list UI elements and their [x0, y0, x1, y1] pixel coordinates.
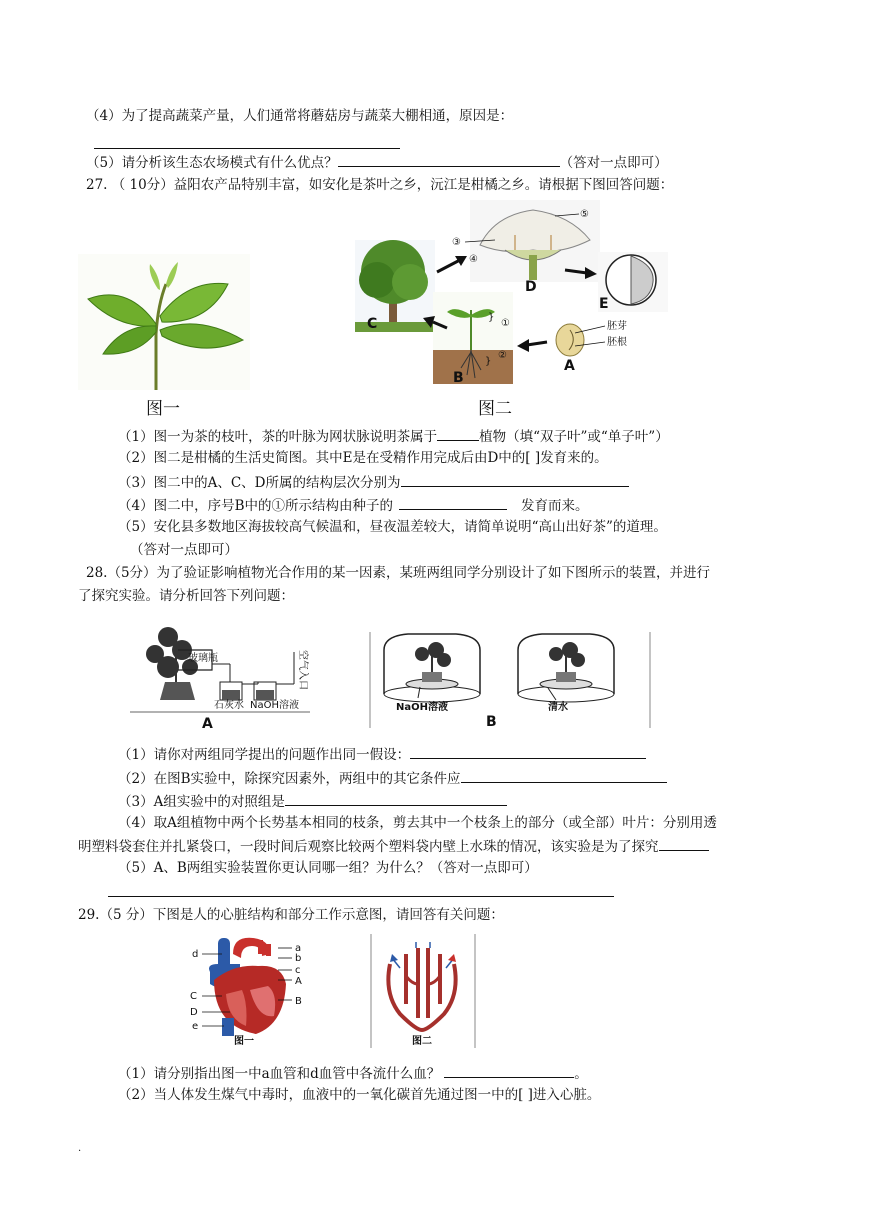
q27-header: 27. （ 10分）益阳农产品特别丰富，如安化是茶叶之乡，沅江是柑橘之乡。请根据下图回答问题：	[86, 177, 674, 193]
q28-part1: （1）请你对两组同学提出的问题作出同一假设：	[118, 744, 646, 764]
label-1: ①	[501, 318, 510, 329]
q28-header-line1: 28.（5分）为了验证影响植物光合作用的某一因素，某班两组同学分别设计了如下图所示的装置，并进行	[86, 565, 711, 581]
heart-label-D: D	[190, 1007, 198, 1018]
q29-part1-blank[interactable]	[444, 1063, 574, 1078]
q28-part3-blank[interactable]	[285, 791, 507, 806]
q28-part5: （5）A、B两组实验装置你更认同哪一组？为什么？（答对一点即可）	[118, 860, 538, 876]
heart-figure1-caption: 图一	[234, 1036, 254, 1046]
bell-jar-left	[384, 634, 480, 702]
label-B: B	[453, 370, 464, 386]
heart-figure2-caption: 图二	[412, 1036, 432, 1047]
q28-header-line2: 了探究实验。请分析回答下列问题：	[78, 588, 294, 604]
heart-label-B: B	[295, 996, 302, 1007]
label-2: ②	[498, 350, 507, 361]
label-embryo-bud: 胚芽	[607, 321, 627, 332]
q27-part1: （1）图一为茶的枝叶，茶的叶脉为网状脉说明茶属于 植物（填“双子叶”或“单子叶”）	[118, 426, 669, 446]
q28-part3: （3）A组实验中的对照组是	[118, 791, 507, 811]
q28-part5-answer-line[interactable]	[108, 896, 614, 897]
seedling-b-illustration	[433, 292, 513, 384]
q27-part5-note: （答对一点即可）	[130, 542, 238, 558]
q27-part1-blank[interactable]	[437, 426, 479, 441]
q27-part4-blank[interactable]	[399, 495, 507, 510]
q27-part5: （5）安化县多数地区海拔较高气候温和，昼夜温差较大，请简单说明“高山出好茶”的道理。	[118, 519, 667, 535]
label-naoh-b: NaOH溶液	[396, 702, 448, 713]
figure2-caption: 图二	[478, 399, 512, 419]
apparatus-a-figure	[130, 612, 310, 730]
label-air-inlet: 空气入口	[297, 650, 308, 690]
label-water: 清水	[548, 702, 568, 713]
label-naoh-a: NaOH溶液	[250, 700, 299, 711]
heart-label-b: b	[295, 953, 302, 964]
q27-part3-blank[interactable]	[401, 472, 629, 487]
q26-part4-answer-line[interactable]	[94, 148, 400, 149]
figure1-caption: 图一	[146, 399, 180, 419]
label-glass-jar: 玻璃瓶	[188, 653, 218, 664]
label-A-apparatus: A	[202, 716, 213, 730]
heart-label-c: c	[295, 965, 301, 976]
label-4: ④	[469, 254, 478, 265]
label-E: E	[599, 296, 609, 312]
heart-label-e: e	[192, 1021, 199, 1032]
seed-a-illustration	[556, 324, 584, 356]
q29-part1: （1）请分别指出图一中a血管和d血管中各流什么血？ 。	[118, 1063, 588, 1083]
heart-circulation-figure	[370, 934, 476, 1048]
q29-header: 29.（5 分）下图是人的心脏结构和部分工作示意图，请回答有关问题：	[78, 907, 504, 923]
label-limewater: 石灰水	[214, 700, 244, 711]
heart-label-a: a	[295, 943, 302, 954]
heart-label-C: C	[190, 991, 197, 1002]
heart-structure-figure	[178, 934, 308, 1046]
citrus-lifecycle-figure	[355, 200, 675, 390]
label-D: D	[525, 279, 537, 295]
q28-part2: （2）在图B实验中，除探究因素外，两组中的其它条件应	[118, 768, 667, 788]
brace-1: }	[488, 312, 495, 323]
label-embryo-root: 胚根	[607, 337, 627, 348]
q28-part1-blank[interactable]	[410, 744, 646, 759]
q26-part5	[86, 152, 668, 172]
q29-part2: （2）当人体发生煤气中毒时，血液中的一氧化碳首先通过图一中的[ ]进入心脏。	[118, 1087, 601, 1103]
q28-part2-blank[interactable]	[461, 768, 667, 783]
q27-part2: （2）图二是柑橘的生活史简图。其中E是在受精作用完成后由D中的[ ]发育来的。	[118, 450, 608, 466]
footer-dot: .	[78, 1143, 82, 1154]
q26-part5-note: （答对一点即可）	[559, 155, 668, 171]
q27-part4: （4）图二中，序号B中的①所示结构由种子的 发育而来。	[118, 495, 589, 515]
tea-leaf-figure	[78, 254, 250, 390]
label-B-apparatus: B	[486, 714, 497, 728]
q28-part4-blank[interactable]	[659, 836, 709, 851]
label-C: C	[367, 316, 378, 332]
heart-label-A: A	[295, 976, 302, 987]
bell-jar-right	[518, 634, 614, 702]
q26-part5-text: （5）请分析该生态农场模式有什么优点？	[86, 155, 338, 171]
heart-label-d: d	[192, 949, 199, 960]
q27-part3: （3）图二中的A、C、D所属的结构层次分别为	[118, 472, 629, 492]
q28-part4-line1: （4）取A组植物中两个长势基本相同的枝条，剪去其中一个枝条上的部分（或全部）叶片：分别用透	[118, 815, 717, 831]
label-3: ③	[452, 237, 461, 248]
q26-part4: （4）为了提高蔬菜产量，人们通常将蘑菇房与蔬菜大棚相通，原因是：	[86, 108, 514, 124]
q28-part4-line2: 明塑料袋套住并扎紧袋口，一段时间后观察比较两个塑料袋内壁上水珠的情况，该实验是为了探究	[78, 836, 709, 856]
label-A: A	[564, 358, 575, 374]
apparatus-b-figure	[368, 632, 652, 728]
brace-2: }	[485, 356, 492, 367]
q26-part5-blank[interactable]	[338, 152, 560, 167]
label-5: ⑤	[580, 209, 589, 220]
